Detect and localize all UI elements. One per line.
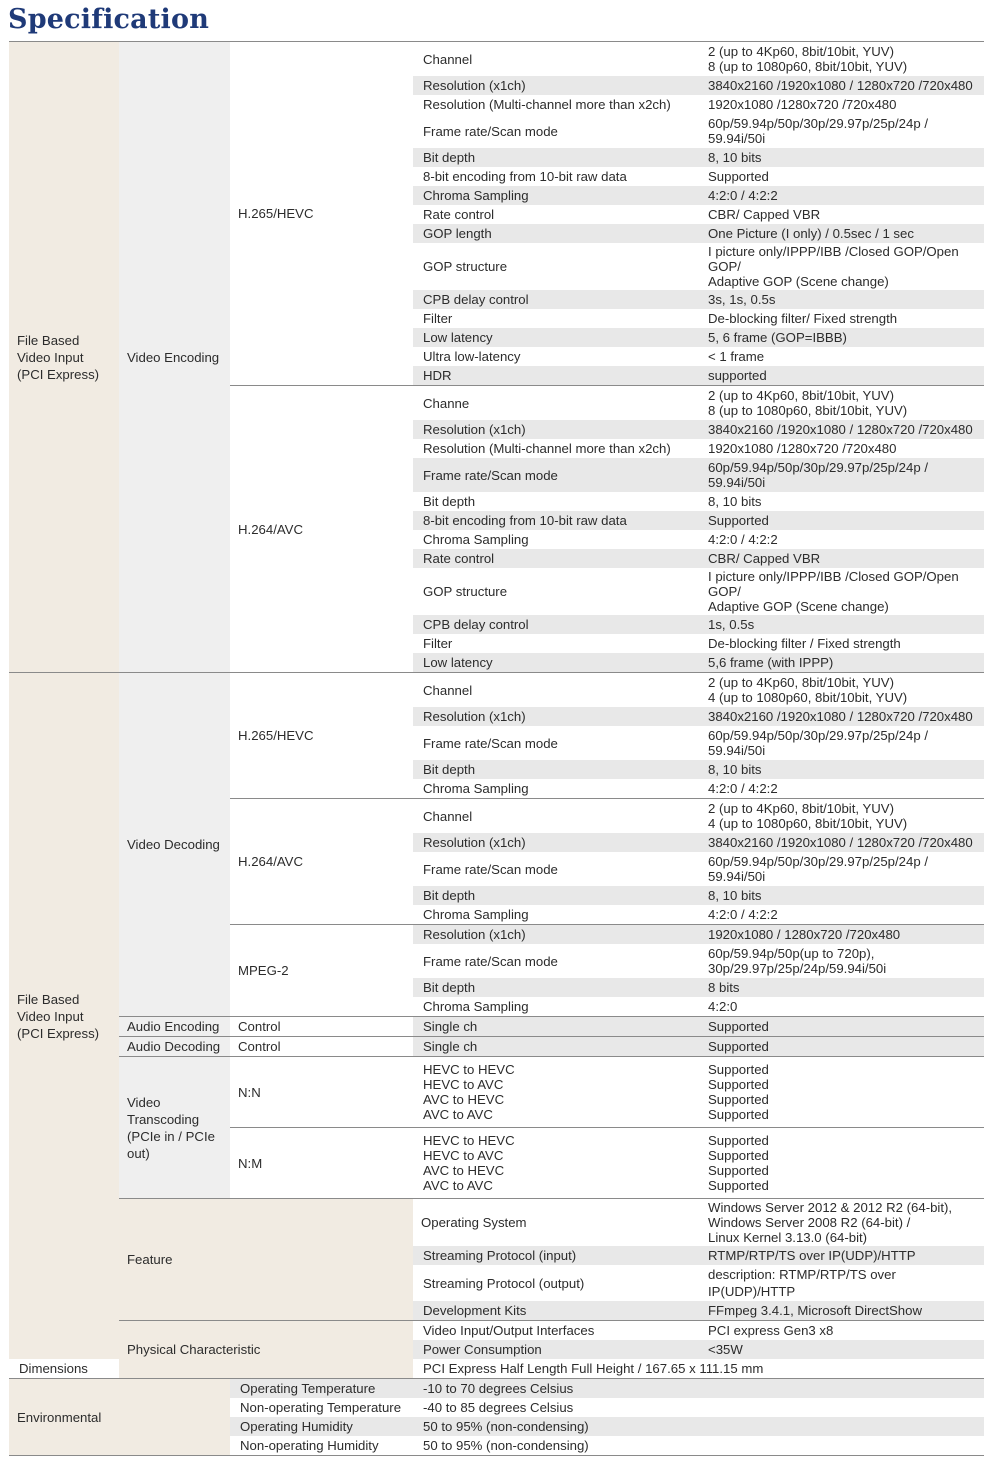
category-label: Feature: [119, 1199, 413, 1321]
spec-label: Frame rate/Scan mode: [413, 944, 698, 978]
spec-value: 60p/59.94p/50p/30p/29.97p/25p/24p / 59.94i/50i: [698, 726, 984, 760]
spec-value: 60p/59.94p/50p/30p/29.97p/25p/24p / 59.94i/50i: [698, 114, 984, 148]
spec-value: -10 to 70 degrees Celsius: [413, 1379, 984, 1399]
spec-label: Channel: [413, 673, 698, 708]
spec-value: <35W: [698, 1340, 984, 1359]
category-label: File Based Video Input (PCI Express): [9, 42, 119, 673]
spec-value: 50 to 95% (non-condensing): [413, 1436, 984, 1456]
spec-label: Ultra low-latency: [413, 347, 698, 366]
spec-value: PCI Express Half Length Full Height / 167.65 x 111.15 mm: [413, 1359, 984, 1379]
spec-label: Low latency: [413, 653, 698, 673]
spec-value: Supported: [698, 167, 984, 186]
spec-label: Non-operating Temperature: [230, 1398, 413, 1417]
spec-value: -40 to 85 degrees Celsius: [413, 1398, 984, 1417]
spec-label: Bit depth: [413, 978, 698, 997]
spec-value: Supported: [698, 511, 984, 530]
spec-value: De-blocking filter/ Fixed strength: [698, 309, 984, 328]
spec-label: Rate control: [413, 205, 698, 224]
codec-label: N:M: [230, 1128, 413, 1199]
spec-label: Chroma Sampling: [413, 530, 698, 549]
spec-value: Supported Supported Supported Supported: [698, 1057, 984, 1128]
table-row: [9, 1379, 984, 1399]
spec-value: 3840x2160 /1920x1080 / 1280x720 /720x480: [698, 707, 984, 726]
spec-value: 4:2:0 / 4:2:2: [698, 186, 984, 205]
spec-value: 60p/59.94p/50p/30p/29.97p/25p/24p / 59.94i/50i: [698, 852, 984, 886]
spec-label: Development Kits: [413, 1301, 698, 1321]
spec-label: Single ch: [413, 1017, 698, 1037]
spec-label: Dimensions: [9, 1359, 119, 1379]
spec-value: supported: [698, 366, 984, 386]
spec-label: Operating Temperature: [230, 1379, 413, 1399]
spec-value: 60p/59.94p/50p/30p/29.97p/25p/24p / 59.94i/50i: [698, 458, 984, 492]
spec-label: Bit depth: [413, 148, 698, 167]
spec-label: GOP structure: [413, 243, 698, 290]
spec-value: Supported: [698, 1017, 984, 1037]
spec-value: One Picture (I only) / 0.5sec / 1 sec: [698, 224, 984, 243]
spec-label: HEVC to HEVC HEVC to AVC AVC to HEVC AVC to AVC: [413, 1057, 698, 1128]
spec-value: Windows Server 2012 & 2012 R2 (64-bit), Windows Server 2008 R2 (64-bit) / Linux Kernel 3.13.0 (64-bit): [698, 1199, 984, 1247]
group-label: Audio Encoding: [119, 1017, 230, 1037]
table-row: [9, 1321, 984, 1341]
spec-value: 2 (up to 4Kp60, 8bit/10bit, YUV) 8 (up to 1080p60, 8bit/10bit, YUV): [698, 386, 984, 421]
spec-value: 1s, 0.5s: [698, 615, 984, 634]
spec-value: 2 (up to 4Kp60, 8bit/10bit, YUV) 4 (up to 1080p60, 8bit/10bit, YUV): [698, 673, 984, 708]
spec-label: HDR: [413, 366, 698, 386]
spec-label: Streaming Protocol (output): [413, 1265, 698, 1301]
spec-value: 8 bits: [698, 978, 984, 997]
codec-label: N:N: [230, 1057, 413, 1128]
spec-label: CPB delay control: [413, 290, 698, 309]
group-label: Video Transcoding (PCIe in / PCIe out): [119, 1057, 230, 1199]
spec-value: 3840x2160 /1920x1080 / 1280x720 /720x480: [698, 420, 984, 439]
spec-value: 8, 10 bits: [698, 886, 984, 905]
spec-label: Low latency: [413, 328, 698, 347]
spec-label: Frame rate/Scan mode: [413, 726, 698, 760]
spec-label: Rate control: [413, 549, 698, 568]
spec-label: Chroma Sampling: [413, 186, 698, 205]
spec-label: Filter: [413, 309, 698, 328]
spec-value: 2 (up to 4Kp60, 8bit/10bit, YUV) 4 (up to 1080p60, 8bit/10bit, YUV): [698, 799, 984, 834]
spec-value: 5,6 frame (with IPPP): [698, 653, 984, 673]
codec-label: Control: [230, 1037, 413, 1057]
spec-value: I picture only/IPPP/IBB /Closed GOP/Open GOP/ Adaptive GOP (Scene change): [698, 568, 984, 615]
spec-label: CPB delay control: [413, 615, 698, 634]
table-row: [9, 1057, 984, 1128]
codec-label: H.265/HEVC: [230, 673, 413, 799]
spec-value: 1920x1080 /1280x720 /720x480: [698, 439, 984, 458]
category-label: File Based Video Input (PCI Express): [9, 673, 119, 1360]
spec-label: Bit depth: [413, 760, 698, 779]
spec-label: Channe: [413, 386, 698, 421]
spec-value: RTMP/RTP/TS over IP(UDP)/HTTP: [698, 1246, 984, 1265]
spec-value: 50 to 95% (non-condensing): [413, 1417, 984, 1436]
spec-label: Frame rate/Scan mode: [413, 114, 698, 148]
spec-label: Chroma Sampling: [413, 779, 698, 799]
group-label: Audio Decoding: [119, 1037, 230, 1057]
spec-value: PCI express Gen3 x8: [698, 1321, 984, 1341]
spec-label: Resolution (x1ch): [413, 420, 698, 439]
group-label: Video Encoding: [119, 42, 230, 673]
codec-label: H.264/AVC: [230, 386, 413, 673]
group-label: Video Decoding: [119, 673, 230, 1017]
table-row: [9, 673, 984, 708]
spec-label: GOP length: [413, 224, 698, 243]
codec-label: H.264/AVC: [230, 799, 413, 925]
spec-value: 3840x2160 /1920x1080 / 1280x720 /720x480: [698, 76, 984, 95]
spec-value: 3840x2160 /1920x1080 / 1280x720 /720x480: [698, 833, 984, 852]
spec-value: 8, 10 bits: [698, 148, 984, 167]
spec-value: CBR/ Capped VBR: [698, 549, 984, 568]
spec-value: Supported Supported Supported Supported: [698, 1128, 984, 1199]
spec-value: 4:2:0 / 4:2:2: [698, 779, 984, 799]
category-label: Environmental: [9, 1379, 230, 1456]
spec-label: Operating System: [413, 1199, 698, 1247]
spec-value: 1920x1080 / 1280x720 /720x480: [698, 925, 984, 945]
spec-value: De-blocking filter / Fixed strength: [698, 634, 984, 653]
table-row: [9, 1017, 984, 1037]
spec-label: Chroma Sampling: [413, 905, 698, 925]
spec-value: 8, 10 bits: [698, 492, 984, 511]
spec-value: < 1 frame: [698, 347, 984, 366]
spec-label: Power Consumption: [413, 1340, 698, 1359]
table-row: [9, 42, 984, 77]
spec-value: I picture only/IPPP/IBB /Closed GOP/Open GOP/ Adaptive GOP (Scene change): [698, 243, 984, 290]
table-row: [9, 1037, 984, 1057]
codec-label: H.265/HEVC: [230, 42, 413, 386]
spec-label: Bit depth: [413, 886, 698, 905]
spec-value: FFmpeg 3.4.1, Microsoft DirectShow: [698, 1301, 984, 1321]
spec-label: Single ch: [413, 1037, 698, 1057]
spec-label: Bit depth: [413, 492, 698, 511]
spec-label: Streaming Protocol (input): [413, 1246, 698, 1265]
spec-value: 3s, 1s, 0.5s: [698, 290, 984, 309]
spec-value: 4:2:0: [698, 997, 984, 1017]
category-label: Physical Characteristic: [119, 1321, 413, 1379]
spec-value: 1920x1080 /1280x720 /720x480: [698, 95, 984, 114]
spec-value: 60p/59.94p/50p(up to 720p), 30p/29.97p/25p/24p/59.94i/50i: [698, 944, 984, 978]
spec-value: 2 (up to 4Kp60, 8bit/10bit, YUV) 8 (up to 1080p60, 8bit/10bit, YUV): [698, 42, 984, 77]
table-row: [9, 1199, 984, 1247]
spec-table: [9, 41, 984, 1456]
spec-value: 4:2:0 / 4:2:2: [698, 905, 984, 925]
spec-label: Chroma Sampling: [413, 997, 698, 1017]
spec-label: 8-bit encoding from 10-bit raw data: [413, 167, 698, 186]
spec-value: 4:2:0 / 4:2:2: [698, 530, 984, 549]
spec-label: Frame rate/Scan mode: [413, 458, 698, 492]
spec-label: 8-bit encoding from 10-bit raw data: [413, 511, 698, 530]
spec-label: Channel: [413, 799, 698, 834]
spec-label: HEVC to HEVC HEVC to AVC AVC to HEVC AVC to AVC: [413, 1128, 698, 1199]
spec-label: Resolution (x1ch): [413, 707, 698, 726]
spec-label: GOP structure: [413, 568, 698, 615]
spec-value: description: RTMP/RTP/TS over IP(UDP)/HTTP: [698, 1265, 984, 1301]
spec-label: Video Input/Output Interfaces: [413, 1321, 698, 1341]
spec-value: CBR/ Capped VBR: [698, 205, 984, 224]
spec-label: Frame rate/Scan mode: [413, 852, 698, 886]
codec-label: Control: [230, 1017, 413, 1037]
spec-label: Filter: [413, 634, 698, 653]
page-title: Specification: [8, 4, 210, 35]
spec-label: Channel: [413, 42, 698, 77]
spec-value: 8, 10 bits: [698, 760, 984, 779]
spec-label: Resolution (x1ch): [413, 76, 698, 95]
spec-label: Resolution (Multi-channel more than x2ch): [413, 95, 698, 114]
codec-label: MPEG-2: [230, 925, 413, 1017]
spec-label: Resolution (Multi-channel more than x2ch): [413, 439, 698, 458]
spec-label: Non-operating Humidity: [230, 1436, 413, 1456]
spec-value: 5, 6 frame (GOP=IBBB): [698, 328, 984, 347]
spec-label: Resolution (x1ch): [413, 833, 698, 852]
spec-value: Supported: [698, 1037, 984, 1057]
spec-label: Resolution (x1ch): [413, 925, 698, 945]
spec-label: Operating Humidity: [230, 1417, 413, 1436]
